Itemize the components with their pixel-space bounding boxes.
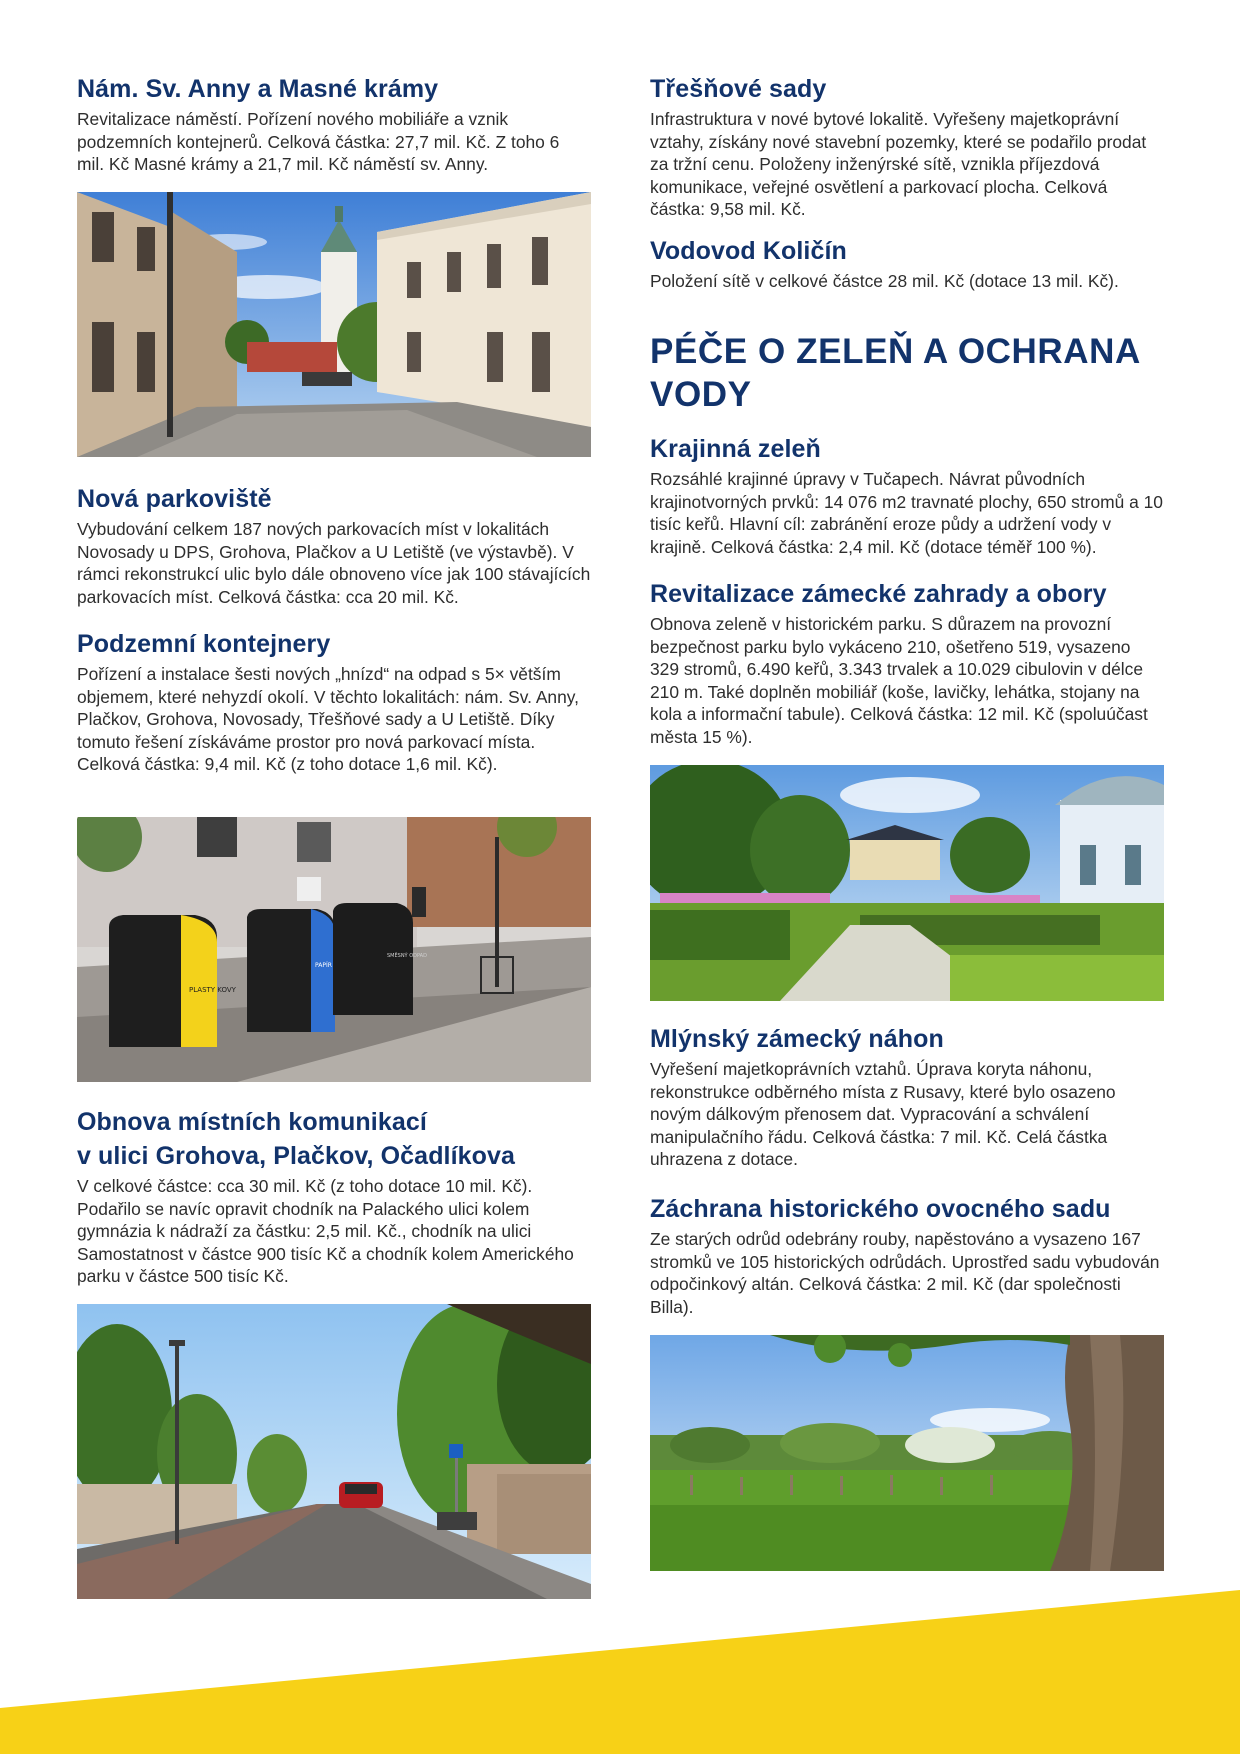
section-text: Revitalizace náměstí. Pořízení nového mobiliáře a vznik podzemních kontejnerů. Celková částka: 27,7 mil. Kč. Z toho 6 mil. Kč Masné krámy a 21,7 mil. Kč náměstí sv. Anny. bbox=[77, 109, 560, 174]
section-title: Revitalizace zámecké zahrady a obory bbox=[650, 580, 1107, 608]
section-text: Rozsáhlé krajinné úpravy v Tučapech. Návrat původních krajinotvorných prvků: 14 076 m2 travnaté plochy, 650 stromů a 10 tisíc keřů. Hlavní cíl: zabránění eroze půdy a udržení vody v krajině. Celková částka: 2,4 mil. Kč (dotace téměř 100 %). bbox=[650, 469, 1163, 557]
bin-label-plastic: PLASTY KOVY bbox=[189, 986, 236, 994]
section-title: Krajinná zeleň bbox=[650, 435, 821, 463]
section-title: Záchrana historického ovocného sadu bbox=[650, 1195, 1111, 1223]
section-text: Obnova zeleně v historickém parku. S důrazem na provozní bezpečnost parku bylo vykáceno 210, ošetřeno 519, vysazeno 329 stromů, 6.490 keřů, 3.343 trvalek a 10.029 cibulovin v délce 210 m. Také doplněn mobiliář (koše, lavičky, lehátka, stojany na kola a informační tabule). Celková částka: 12 mil. Kč (spoluúčast města 15 %). bbox=[650, 614, 1148, 747]
section-text: Ze starých odrůd odebrány rouby, napěstováno a vysazeno 167 stromků ve 105 historických odrůdách. Uprostřed sadu vybudován odpočinkový altán. Celková částka: 2 mil. Kč (dar společnosti Billa). bbox=[650, 1229, 1160, 1317]
section-title: Mlýnský zámecký náhon bbox=[650, 1025, 944, 1053]
section-title: Třešňové sady bbox=[650, 75, 827, 103]
bin-label-mixed: SMĚSNÝ ODPAD bbox=[387, 953, 427, 959]
bin-label-paper: PAPÍR bbox=[315, 962, 332, 969]
section-text: V celkové částce: cca 30 mil. Kč (z toho dotace 10 mil. Kč). Podařilo se navíc opravit chodník na Palackého ulici kolem gymnázia k nádraží za částku: 2,5 mil. Kč., chodník na ulici Samostatnost v částce 900 tisíc Kč a chodník kolem Amerického parku v částce 500 tisíc Kč. bbox=[77, 1176, 574, 1286]
section-title: Podzemní kontejnery bbox=[77, 630, 331, 658]
section-text: Vyřešení majetkoprávních vztahů. Úprava koryta náhonu, rekonstrukce odběrného místa z Rusavy, které bylo osazeno novým dálkovým přenosem dat. Vypracování a schválení manipulačního řádu. Celková částka: 7 mil. Kč. Celá částka uhrazena z dotace. bbox=[650, 1059, 1116, 1169]
section-title: Obnova místních komunikací bbox=[77, 1108, 427, 1136]
section-title: Nám. Sv. Anny a Masné krámy bbox=[77, 75, 439, 103]
section-text: Infrastruktura v nové bytové lokalitě. Vyřešeny majetkoprávní vztahy, získány nové stavební pozemky, které se podařilo prodat za tržní cenu. Položeny inženýrské sítě, vznikla příjezdová komunikace, veřejné osvětlení a parkovací plocha. Celková částka: 9,58 mil. Kč. bbox=[650, 109, 1147, 219]
section-title: Nová parkoviště bbox=[77, 485, 272, 513]
section-title: Vodovod Količín bbox=[650, 237, 847, 265]
section-text: Položení sítě v celkové částce 28 mil. Kč (dotace 13 mil. Kč). bbox=[650, 271, 1119, 291]
section-title-line2: v ulici Grohova, Plačkov, Očadlíkova bbox=[77, 1142, 516, 1170]
section-text: Vybudování celkem 187 nových parkovacích míst v lokalitách Novosady u DPS, Grohova, Plačkov a U Letiště (ve výstavbě). V rámci rekonstrukcí ulic bylo dále obnoveno více jak 100 stávajících parkovacích míst. Celková částka: cca 20 mil. Kč. bbox=[77, 519, 591, 607]
section-text: Pořízení a instalace šesti nových „hnízd“ na odpad s 5× větším objemem, které nehyzdí okolí. V těchto lokalitách: nám. Sv. Anny, Plačkov, Grohova, Novosady, Třešňové sady a U Letiště. Díky tomuto řešení získáváme prostor pro nová parkovací místa. Celková částka: 9,4 mil. Kč (z toho dotace 1,6 mil. Kč). bbox=[77, 664, 579, 774]
chapter-heading-line2: VODY bbox=[650, 375, 752, 414]
chapter-heading-line1: PÉČE O ZELEŇ A OCHRANA bbox=[650, 332, 1141, 371]
